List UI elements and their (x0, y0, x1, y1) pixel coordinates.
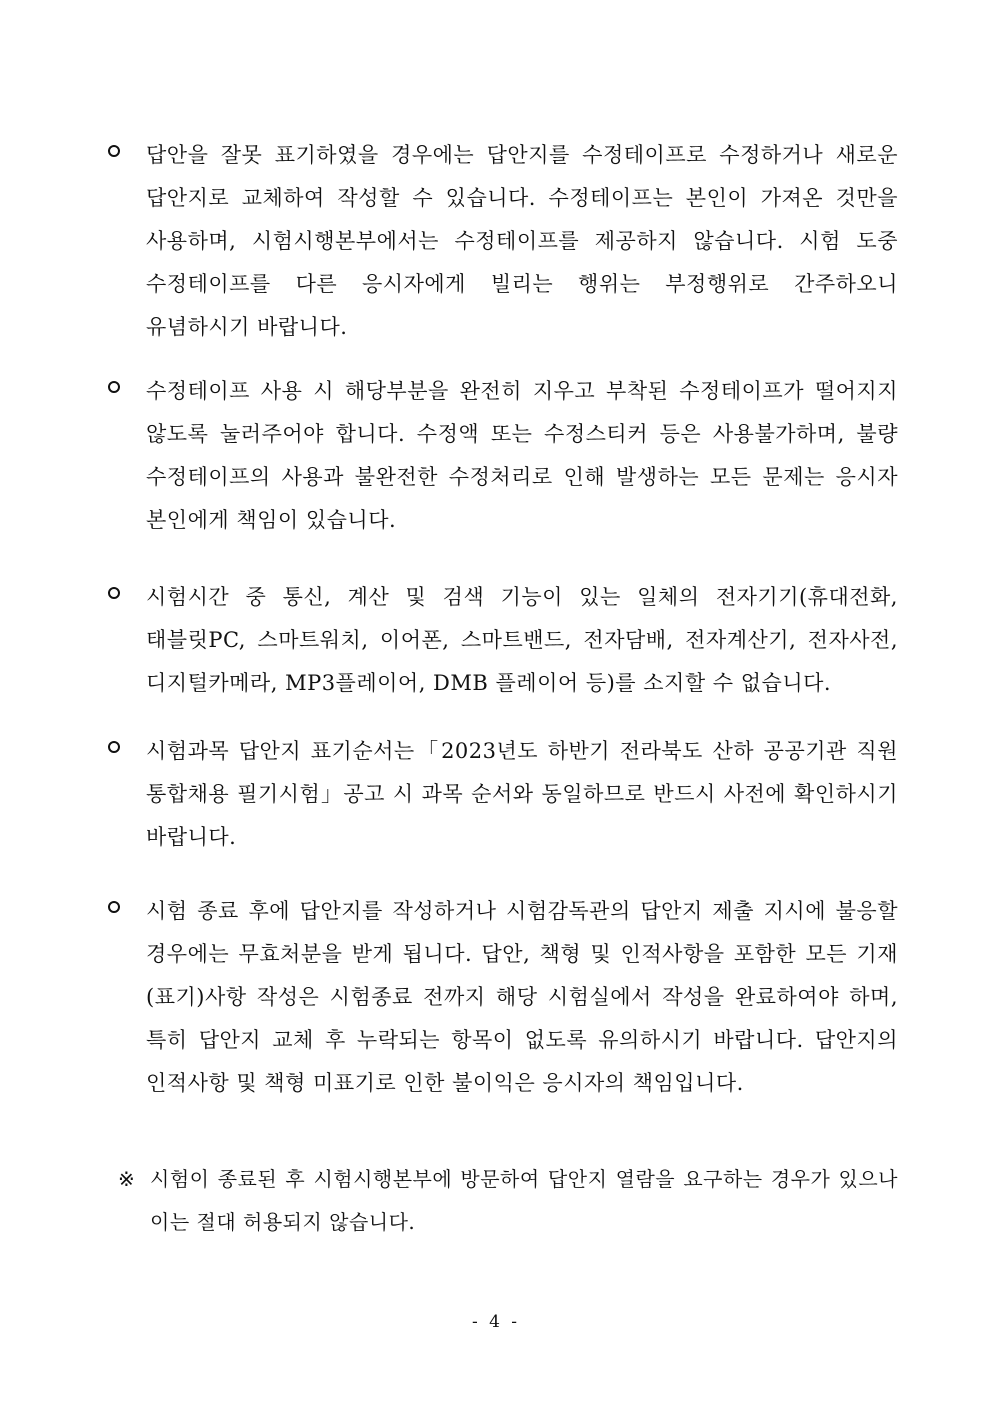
instruction-text: 시험시간 중 통신, 계산 및 검색 기능이 있는 일체의 전자기기(휴대전화, 태블릿PC, 스마트워치, 이어폰, 스마트밴드, 전자담배, 전자계산기, 전자사전, 디지털카메라, MP3플레이어, DMB 플레이어 등)를 소지할 수 없습니다. (146, 585, 898, 695)
bullet-circle-icon (108, 587, 120, 599)
bullet-circle-icon (108, 901, 120, 913)
page-number: - 4 - (471, 1312, 521, 1332)
bullet-circle-icon (108, 381, 120, 393)
instruction-text: 시험과목 답안지 표기순서는「2023년도 하반기 전라북도 산하 공공기관 직원 통합채용 필기시험」공고 시 과목 순서와 동일하므로 반드시 사전에 확인하시기 바랍니다. (146, 739, 898, 849)
reference-mark-icon: ※ (118, 1167, 135, 1191)
note-text: 시험이 종료된 후 시험시행본부에 방문하여 답안지 열람을 요구하는 경우가 있으나 이는 절대 허용되지 않습니다. (150, 1167, 898, 1234)
bullet-circle-icon (108, 145, 120, 157)
bullet-circle-icon (108, 741, 120, 753)
instruction-text: 답안을 잘못 표기하였을 경우에는 답안지를 수정테이프로 수정하거나 새로운 답안지로 교체하여 작성할 수 있습니다. 수정테이프는 본인이 가져온 것만을 사용하며, 시험시행본부에서는 수정테이프를 제공하지 않습니다. 시험 도중 수정테이프를 다른 응시자에게 빌리는 행위는 부정행위로 간주하오니 유념하시기 바랍니다. (146, 143, 898, 339)
instruction-text: 시험 종료 후에 답안지를 작성하거나 시험감독관의 답안지 제출 지시에 불응할 경우에는 무효처분을 받게 됩니다. 답안, 책형 및 인적사항을 포함한 모든 기재(표기)사항 작성은 시험종료 전까지 해당 시험실에서 작성을 완료하여야 하며, 특히 답안지 교체 후 누락되는 항목이 없도록 유의하시기 바랍니다. 답안지의 인적사항 및 책형 미표기로 인한 불이익은 응시자의 책임입니다. (146, 899, 898, 1095)
instruction-text: 수정테이프 사용 시 해당부분을 완전히 지우고 부착된 수정테이프가 떨어지지 않도록 눌러주어야 합니다. 수정액 또는 수정스티커 등은 사용불가하며, 불량 수정테이프의 사용과 불완전한 수정처리로 인해 발생하는 모든 문제는 응시자 본인에게 책임이 있습니다. (146, 379, 898, 532)
